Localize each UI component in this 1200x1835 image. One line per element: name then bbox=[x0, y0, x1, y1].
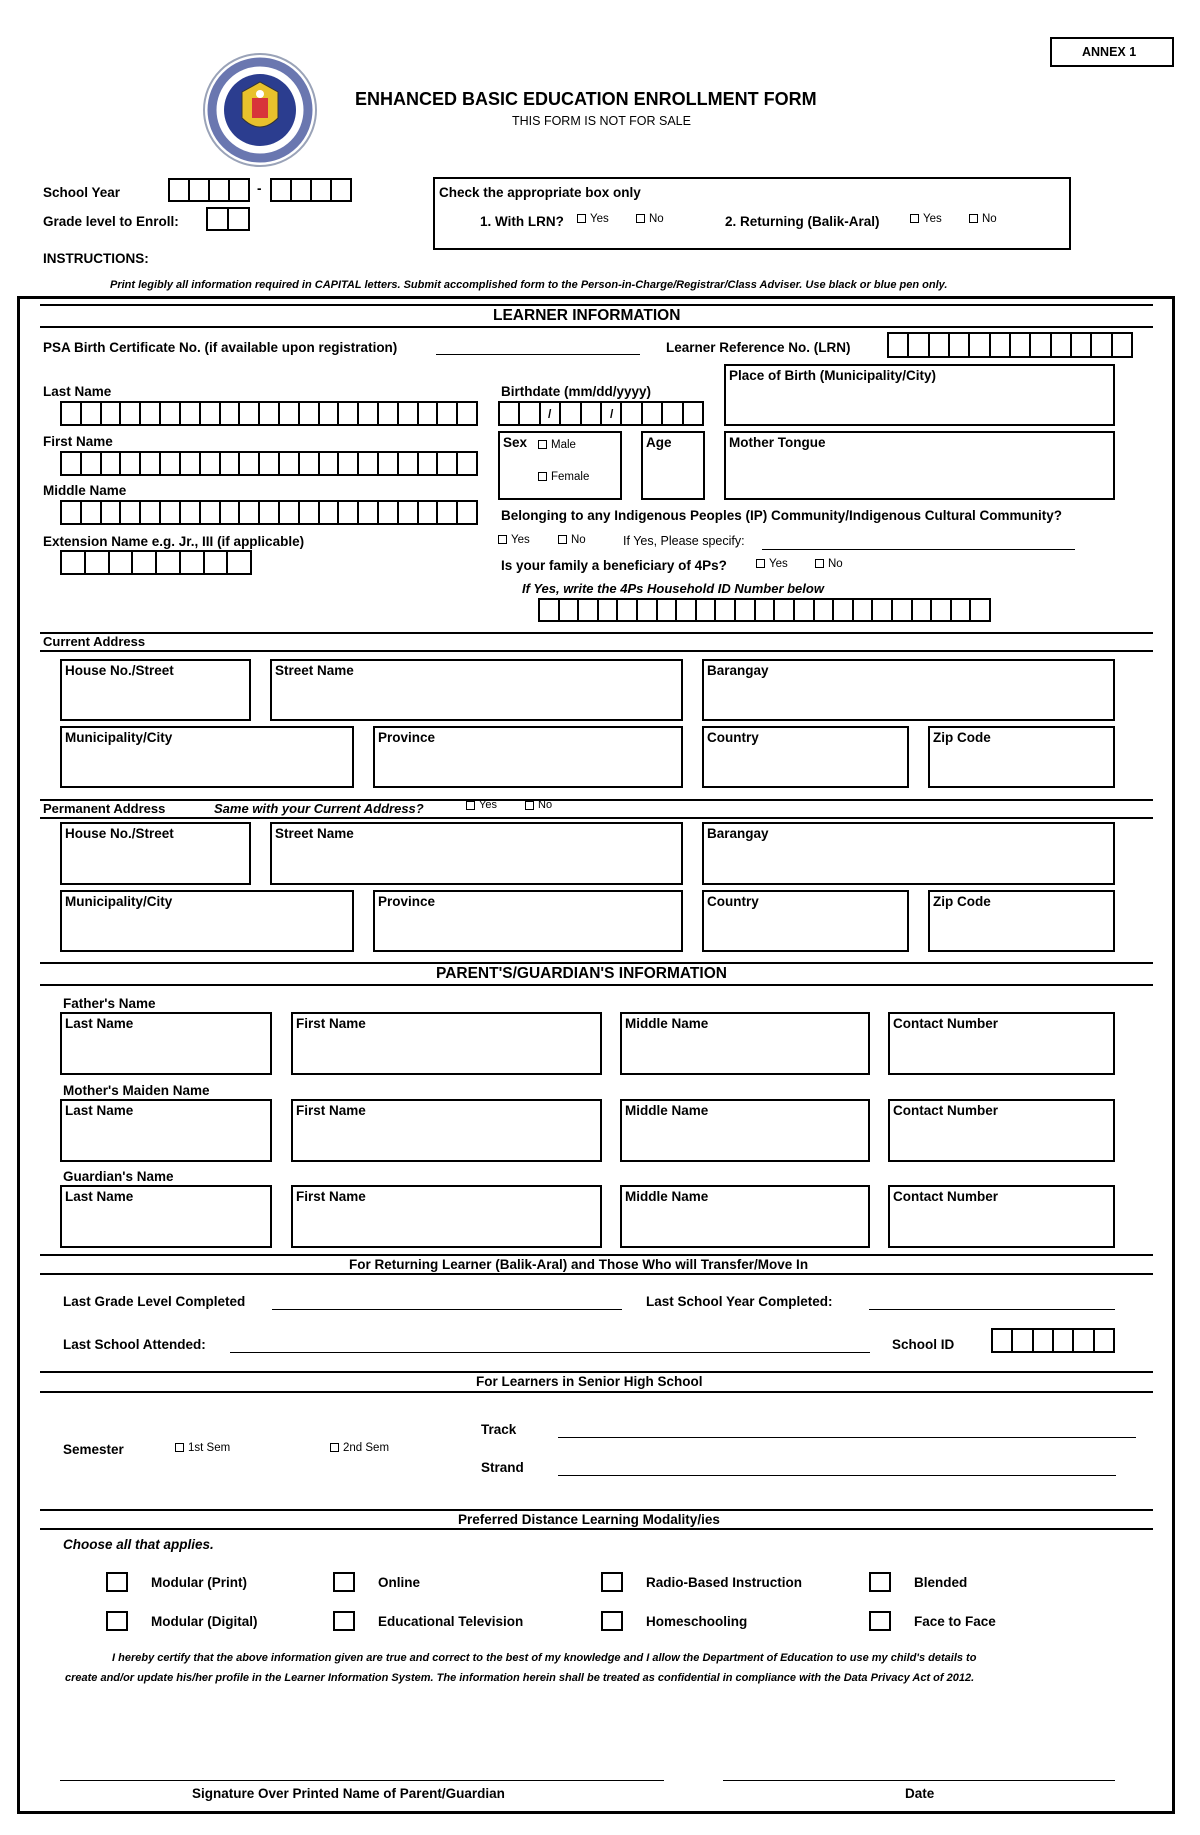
birthdate-separator-1: / bbox=[548, 407, 552, 421]
modular-print-checkbox[interactable] bbox=[106, 1572, 128, 1592]
signature-label: Signature Over Printed Name of Parent/Guardian bbox=[192, 1786, 505, 1801]
permanent-country-field[interactable]: Country bbox=[702, 890, 909, 952]
certification-line-1: I hereby certify that the above information given are true and correct to the best of my knowledge and I allow the Department of Education to use my child's details to bbox=[112, 1652, 977, 1664]
sem1-checkbox[interactable]: 1st Sem bbox=[175, 1443, 230, 1455]
modality-option-label: Modular (Print) bbox=[151, 1575, 247, 1590]
semester-label: Semester bbox=[63, 1442, 124, 1457]
guardian-name-label: Guardian's Name bbox=[63, 1169, 174, 1184]
guardian-last-name-field[interactable]: Last Name bbox=[60, 1185, 272, 1248]
returning-section-title: For Returning Learner (Balik-Aral) and Those Who will Transfer/Move In bbox=[349, 1257, 809, 1272]
grade-level-input[interactable] bbox=[206, 207, 250, 231]
blended-checkbox[interactable] bbox=[869, 1572, 891, 1592]
same-address-no-checkbox[interactable]: No bbox=[525, 800, 552, 811]
school-id-input[interactable] bbox=[991, 1328, 1115, 1353]
mother-tongue-field[interactable]: Mother Tongue bbox=[724, 431, 1115, 500]
modality-section-title: Preferred Distance Learning Modality/ies bbox=[458, 1512, 720, 1527]
last-school-input-line[interactable] bbox=[230, 1352, 870, 1353]
section-rule bbox=[40, 817, 1153, 819]
shs-section-title: For Learners in Senior High School bbox=[476, 1374, 703, 1389]
mother-last-name-field[interactable]: Last Name bbox=[60, 1099, 272, 1162]
school-id-label: School ID bbox=[892, 1337, 955, 1352]
strand-input-line[interactable] bbox=[558, 1475, 1116, 1476]
mother-contact-field[interactable]: Contact Number bbox=[888, 1099, 1115, 1162]
modality-option-label: Online bbox=[378, 1575, 421, 1590]
face-to-face-checkbox[interactable] bbox=[869, 1611, 891, 1631]
current-country-field[interactable]: Country bbox=[702, 726, 909, 788]
last-sy-input-line[interactable] bbox=[869, 1309, 1115, 1310]
signature-line[interactable] bbox=[60, 1780, 664, 1781]
middle-name-label: Middle Name bbox=[43, 483, 127, 498]
annex-badge bbox=[1050, 37, 1174, 67]
first-name-input[interactable] bbox=[60, 451, 478, 476]
father-middle-name-field[interactable]: Middle Name bbox=[620, 1012, 870, 1075]
fourps-no-checkbox[interactable]: No bbox=[815, 559, 843, 571]
same-address-yes-checkbox[interactable]: Yes bbox=[466, 800, 497, 811]
returning-label: 2. Returning (Balik-Aral) bbox=[725, 214, 880, 229]
permanent-zip-field[interactable]: Zip Code bbox=[928, 890, 1115, 952]
current-province-field[interactable]: Province bbox=[373, 726, 683, 788]
current-zip-field[interactable]: Zip Code bbox=[928, 726, 1115, 788]
section-rule bbox=[40, 632, 1153, 634]
mother-name-label: Mother's Maiden Name bbox=[63, 1083, 210, 1098]
section-rule bbox=[40, 1254, 1153, 1256]
section-rule bbox=[40, 984, 1153, 986]
form-subtitle: THIS FORM IS NOT FOR SALE bbox=[512, 114, 691, 128]
ip-specify-label: If Yes, Please specify: bbox=[623, 534, 745, 548]
extension-name-label: Extension Name e.g. Jr., III (if applicable) bbox=[43, 534, 305, 549]
certification-line-2: create and/or update his/her profile in the Learner Information System. The information herein shall be treated as confidential in compliance with the Data Privacy Act of 2012. bbox=[65, 1672, 975, 1684]
sem2-checkbox[interactable]: 2nd Sem bbox=[330, 1443, 389, 1455]
with-lrn-label: 1. With LRN? bbox=[480, 214, 564, 229]
birthdate-separator-2: / bbox=[610, 407, 614, 421]
psa-input-line[interactable] bbox=[436, 354, 640, 355]
modality-option-label: Modular (Digital) bbox=[151, 1614, 258, 1629]
sex-female-checkbox[interactable]: Female bbox=[538, 472, 589, 484]
section-rule bbox=[40, 1391, 1153, 1393]
father-last-name-field[interactable]: Last Name bbox=[60, 1012, 272, 1075]
grade-level-label: Grade level to Enroll: bbox=[43, 214, 179, 229]
deped-seal-logo bbox=[202, 52, 318, 168]
fourps-note: If Yes, write the 4Ps Household ID Number below bbox=[522, 581, 824, 596]
school-year-separator: - bbox=[257, 181, 262, 196]
parents-section-title: PARENT'S/GUARDIAN'S INFORMATION bbox=[436, 965, 727, 982]
with-lrn-no-checkbox[interactable]: No bbox=[636, 214, 664, 226]
guardian-middle-name-field[interactable]: Middle Name bbox=[620, 1185, 870, 1248]
father-contact-field[interactable]: Contact Number bbox=[888, 1012, 1115, 1075]
birthdate-label: Birthdate (mm/dd/yyyy) bbox=[501, 384, 652, 399]
section-rule bbox=[40, 650, 1153, 652]
ip-no-checkbox[interactable]: No bbox=[558, 535, 586, 547]
same-address-question: Same with your Current Address? bbox=[214, 801, 424, 816]
check-box-title: Check the appropriate box only bbox=[439, 185, 641, 200]
section-rule bbox=[40, 1371, 1153, 1373]
with-lrn-yes-checkbox[interactable]: Yes bbox=[577, 214, 609, 226]
sex-male-checkbox[interactable]: Male bbox=[538, 440, 576, 452]
lrn-label: Learner Reference No. (LRN) bbox=[666, 340, 851, 355]
online-checkbox[interactable] bbox=[333, 1572, 355, 1592]
mother-first-name-field[interactable]: First Name bbox=[291, 1099, 602, 1162]
annex-label: ANNEX 1 bbox=[1082, 45, 1137, 59]
strand-label: Strand bbox=[481, 1460, 524, 1475]
ip-yes-checkbox[interactable]: Yes bbox=[498, 535, 530, 547]
permanent-barangay-field[interactable]: Barangay bbox=[702, 822, 1115, 885]
last-school-label: Last School Attended: bbox=[63, 1337, 206, 1352]
modality-option-label: Educational Television bbox=[378, 1614, 524, 1629]
section-rule bbox=[40, 1528, 1153, 1530]
section-rule bbox=[40, 1509, 1153, 1511]
returning-yes-checkbox[interactable]: Yes bbox=[910, 214, 942, 226]
modality-option-label: Radio-Based Instruction bbox=[646, 1575, 803, 1590]
current-house-field[interactable]: House No./Street bbox=[60, 659, 251, 721]
date-label: Date bbox=[905, 1786, 935, 1801]
section-rule bbox=[40, 304, 1153, 306]
track-input-line[interactable] bbox=[558, 1437, 1136, 1438]
first-name-label: First Name bbox=[43, 434, 113, 449]
section-rule bbox=[40, 1273, 1153, 1275]
place-of-birth-field[interactable]: Place of Birth (Municipality/City) bbox=[724, 364, 1115, 426]
psa-label: PSA Birth Certificate No. (if available upon registration) bbox=[43, 340, 398, 355]
middle-name-input[interactable] bbox=[60, 500, 478, 525]
guardian-first-name-field[interactable]: First Name bbox=[291, 1185, 602, 1248]
extension-name-input[interactable] bbox=[60, 550, 252, 575]
modality-option-label: Blended bbox=[914, 1575, 968, 1590]
permanent-address-label: Permanent Address bbox=[43, 801, 166, 816]
father-name-label: Father's Name bbox=[63, 996, 156, 1011]
modality-option-label: Homeschooling bbox=[646, 1614, 748, 1629]
section-rule bbox=[40, 326, 1153, 328]
homeschooling-checkbox[interactable] bbox=[601, 1611, 623, 1631]
modality-choose-label: Choose all that applies. bbox=[63, 1537, 214, 1552]
ip-specify-line[interactable] bbox=[762, 549, 1075, 550]
lrn-input[interactable] bbox=[887, 332, 1133, 358]
section-rule bbox=[40, 962, 1153, 964]
fourps-household-id-input[interactable] bbox=[538, 598, 991, 622]
ip-question: Belonging to any Indigenous Peoples (IP) Community/Indigenous Cultural Community? bbox=[501, 508, 1063, 523]
current-municipality-field[interactable]: Municipality/City bbox=[60, 726, 354, 788]
last-name-label: Last Name bbox=[43, 384, 112, 399]
educational-tv-checkbox[interactable] bbox=[333, 1611, 355, 1631]
section-rule bbox=[40, 799, 1153, 801]
guardian-contact-field[interactable]: Contact Number bbox=[888, 1185, 1115, 1248]
mother-middle-name-field[interactable]: Middle Name bbox=[620, 1099, 870, 1162]
permanent-municipality-field[interactable]: Municipality/City bbox=[60, 890, 354, 952]
permanent-street-field[interactable]: Street Name bbox=[270, 822, 683, 885]
instructions-label: INSTRUCTIONS: bbox=[43, 251, 149, 266]
modality-option-label: Face to Face bbox=[914, 1614, 996, 1629]
fourps-yes-checkbox[interactable]: Yes bbox=[756, 559, 788, 571]
current-street-field[interactable]: Street Name bbox=[270, 659, 683, 721]
last-name-input[interactable] bbox=[60, 401, 478, 426]
last-sy-label: Last School Year Completed: bbox=[646, 1294, 833, 1309]
sex-field: Sex bbox=[498, 431, 622, 500]
modular-digital-checkbox[interactable] bbox=[106, 1611, 128, 1631]
returning-no-checkbox[interactable]: No bbox=[969, 214, 997, 226]
radio-based-checkbox[interactable] bbox=[601, 1572, 623, 1592]
age-field[interactable]: Age bbox=[641, 431, 705, 500]
learner-section-title: LEARNER INFORMATION bbox=[493, 307, 681, 324]
last-grade-label: Last Grade Level Completed bbox=[63, 1294, 246, 1309]
current-address-label: Current Address bbox=[43, 634, 146, 649]
date-line[interactable] bbox=[723, 1780, 1115, 1781]
birthdate-input[interactable] bbox=[498, 401, 704, 426]
permanent-province-field[interactable]: Province bbox=[373, 890, 683, 952]
fourps-question: Is your family a beneficiary of 4Ps? bbox=[501, 558, 727, 573]
school-year-label: School Year bbox=[43, 185, 121, 200]
school-year-end-input[interactable] bbox=[270, 178, 352, 202]
school-year-start-input[interactable] bbox=[168, 178, 250, 202]
instructions-text: Print legibly all information required in CAPITAL letters. Submit accomplished form to the Person-in-Charge/Registrar/Class Adviser. Use black or blue pen only. bbox=[110, 279, 948, 291]
last-grade-input-line[interactable] bbox=[272, 1309, 622, 1310]
current-barangay-field[interactable]: Barangay bbox=[702, 659, 1115, 721]
form-title: ENHANCED BASIC EDUCATION ENROLLMENT FORM bbox=[355, 89, 817, 109]
permanent-house-field[interactable]: House No./Street bbox=[60, 822, 251, 885]
father-first-name-field[interactable]: First Name bbox=[291, 1012, 602, 1075]
track-label: Track bbox=[481, 1422, 517, 1437]
